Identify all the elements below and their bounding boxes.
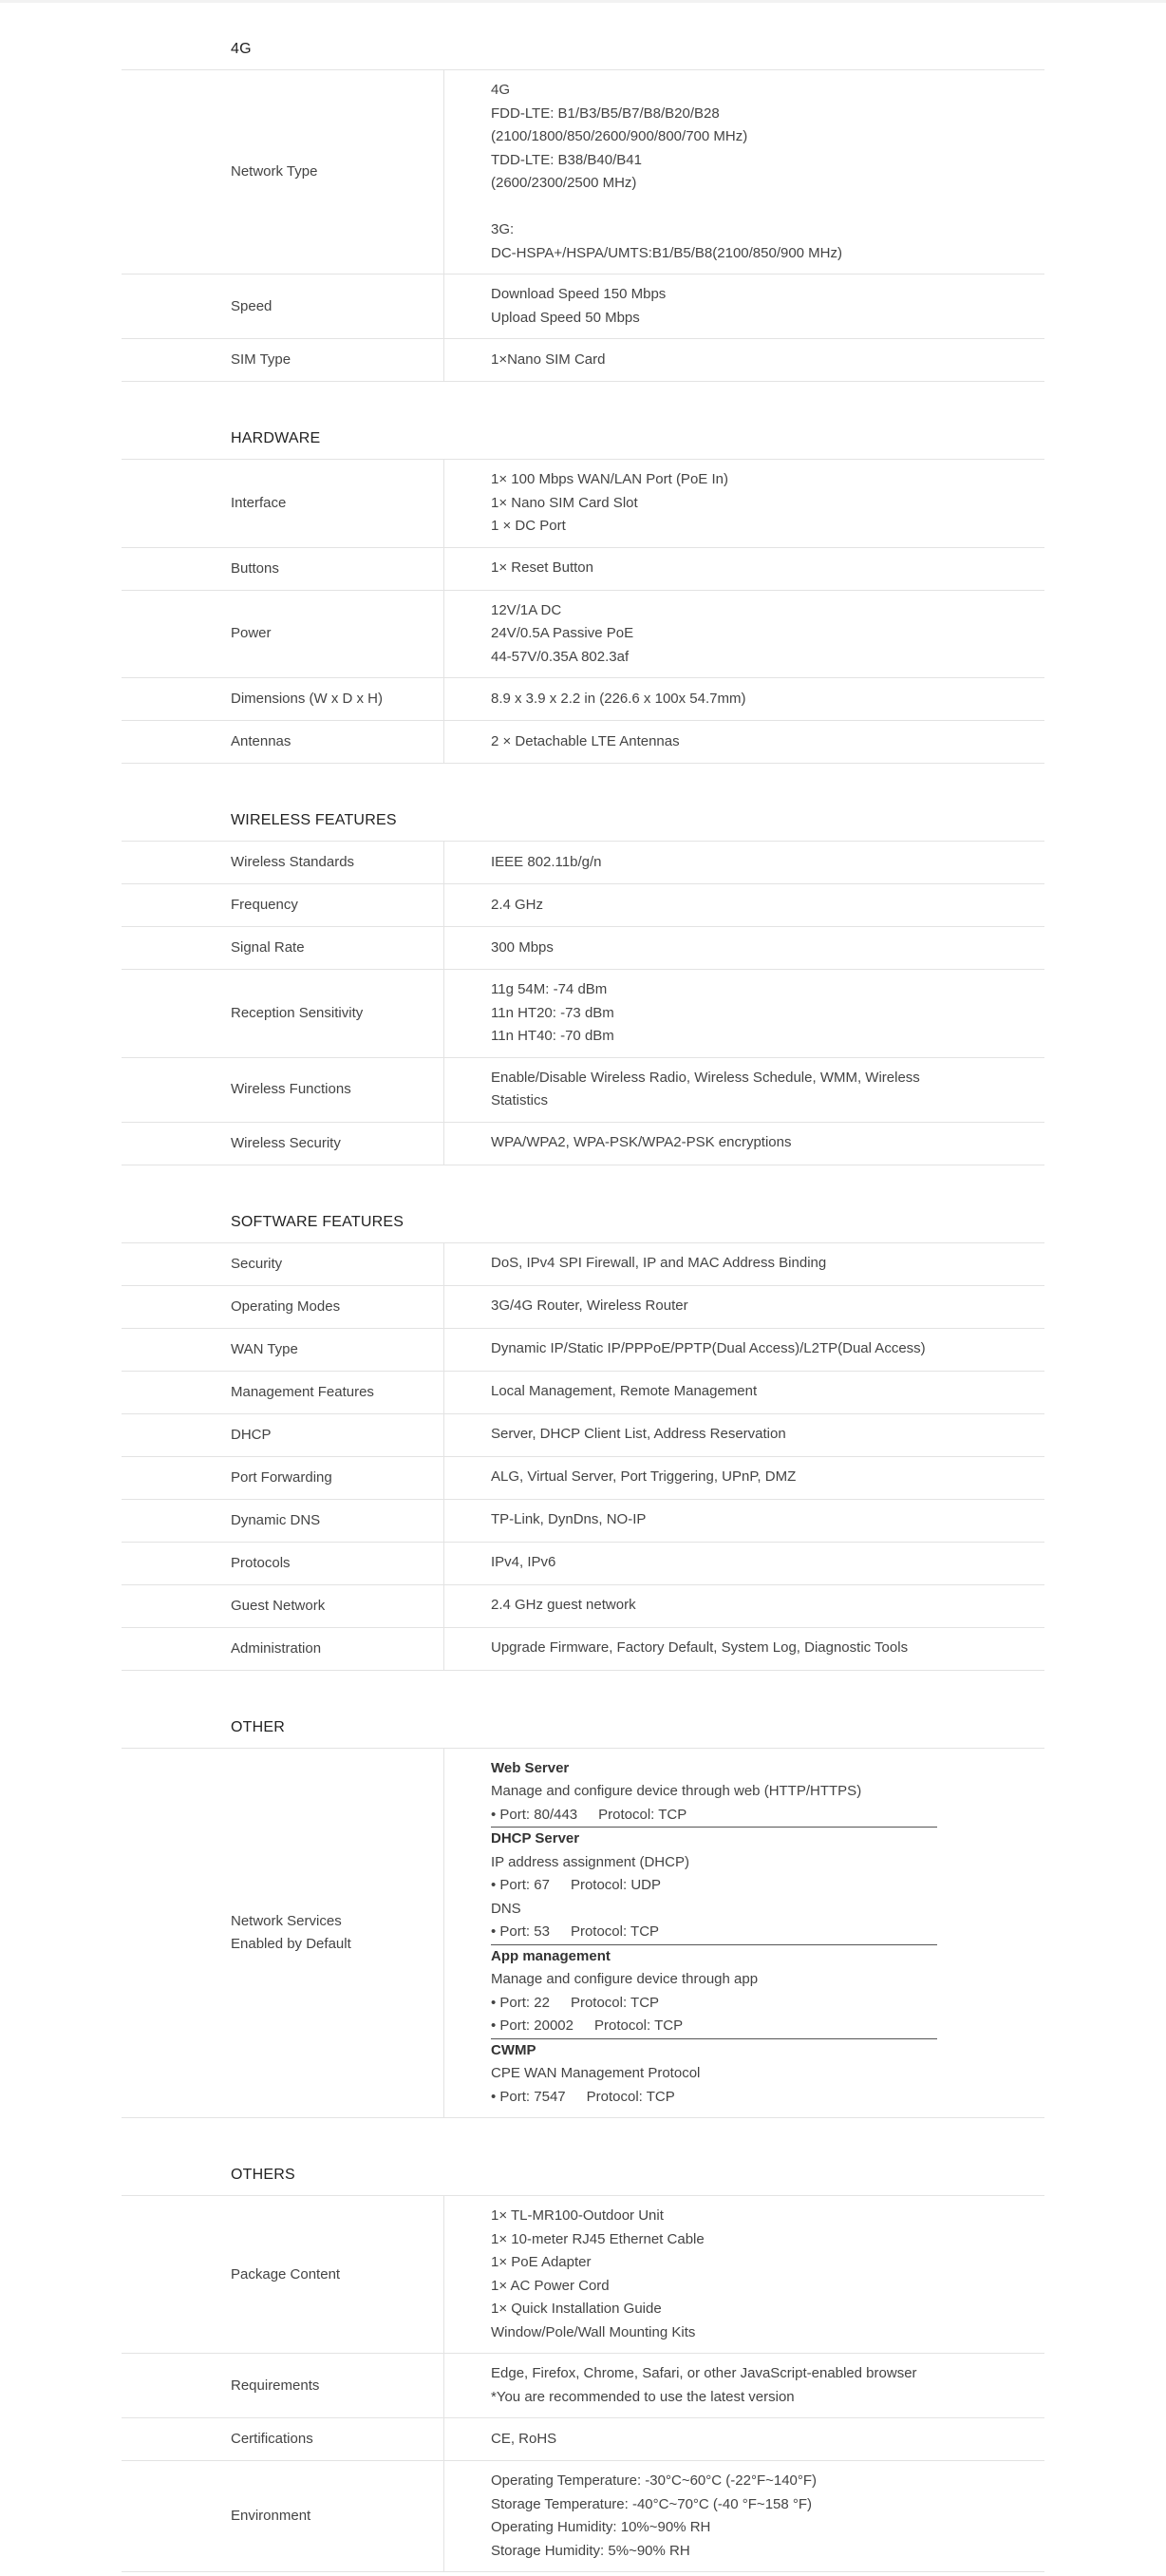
spec-row-dynamic-dns [122, 1500, 1044, 1543]
spec-value-line: 4G [491, 82, 511, 98]
spec-value-line: Edge, Firefox, Chrome, Safari, or other JavaScript-enabled browser [491, 2365, 917, 2381]
spec-value [444, 721, 1044, 763]
spec-row-package-content [122, 2196, 1044, 2354]
spec-row-speed [122, 275, 1044, 339]
service-port-line [491, 1874, 937, 1898]
port-protocol: Protocol: TCP [598, 1806, 687, 1823]
service-name: CWMP [491, 2041, 536, 2058]
spec-value [444, 1372, 1044, 1413]
port-protocol: Protocol: TCP [570, 1923, 660, 1940]
spec-label: Dimensions (W x D x H) [122, 678, 444, 720]
spec-value-line: Operating Humidity: 10%~90% RH [491, 2519, 711, 2535]
spec-value-line: DC-HSPA+/HSPA/UMTS:B1/B5/B8(2100/850/900 MHz) [491, 244, 843, 261]
port-number: • Port: 53 [491, 1923, 550, 1940]
spec-value-line: FDD-LTE: B1/B3/B5/B7/B8/B20/B28 [491, 104, 720, 122]
spec-value [444, 548, 1044, 590]
spec-value [444, 1749, 1044, 2118]
section-hardware [122, 426, 1044, 764]
spec-label: Operating Modes [122, 1286, 444, 1328]
section-title: 4G [122, 36, 1044, 70]
spec-label: Wireless Functions [122, 1058, 444, 1122]
spec-value-line: IPv4, IPv6 [491, 1554, 556, 1571]
spec-row-signal-rate [122, 927, 1044, 970]
spec-row-frequency [122, 884, 1044, 927]
spec-value-line: 1× 10-meter RJ45 Ethernet Cable [491, 2230, 705, 2247]
spec-value-line: 3G/4G Router, Wireless Router [491, 1297, 688, 1315]
spec-row-power [122, 591, 1044, 679]
section-others [122, 2162, 1044, 2572]
port-number: • Port: 22 [491, 1994, 550, 2011]
spec-value [444, 1058, 1044, 1122]
service-cwmp [491, 2039, 937, 2110]
spec-value-line: 1× Nano SIM Card Slot [491, 494, 638, 511]
spec-value-line: 2.4 GHz [491, 896, 544, 913]
spec-label: WAN Type [122, 1329, 444, 1371]
spec-value-line: 24V/0.5A Passive PoE [491, 625, 634, 641]
spec-value-line: 300 Mbps [491, 938, 554, 956]
spec-value [444, 927, 1044, 969]
spec-value [444, 2196, 1044, 2353]
spec-label: Guest Network [122, 1585, 444, 1627]
section-wireless-features [122, 807, 1044, 1165]
spec-row-network-services-enabled-by-default [122, 1749, 1044, 2119]
spec-value [444, 1414, 1044, 1456]
spec-label: Network Services Enabled by Default [122, 1749, 444, 2118]
port-protocol: Protocol: TCP [570, 1994, 660, 2011]
spec-value-line: Upgrade Firmware, Factory Default, System Log, Diagnostic Tools [491, 1639, 909, 1657]
spec-label: Dynamic DNS [122, 1500, 444, 1542]
spec-value-line: Server, DHCP Client List, Address Reservation [491, 1426, 786, 1443]
service-web-server [491, 1757, 937, 1828]
spec-row-dimensions-w-x-d-x-h [122, 678, 1044, 721]
spec-value [444, 2354, 1044, 2417]
spec-label: Power [122, 591, 444, 678]
spec-value-line: 11n HT40: -70 dBm [491, 1028, 614, 1044]
spec-value-line: 11n HT20: -73 dBm [491, 1004, 614, 1021]
service-description: CPE WAN Management Protocol [491, 2065, 701, 2081]
spec-label: Security [122, 1243, 444, 1285]
service-description: Manage and configure device through web (HTTP/HTTPS) [491, 1783, 862, 1799]
spec-value-line: Download Speed 150 Mbps [491, 286, 667, 302]
spec-value-line: Operating Temperature: -30°C~60°C (-22°F~140°F) [491, 2472, 818, 2489]
service-port-line [491, 1992, 937, 2016]
spec-value [444, 1457, 1044, 1499]
spec-row-administration [122, 1628, 1044, 1671]
port-number: • Port: 67 [491, 1877, 550, 1893]
spec-row-sim-type [122, 339, 1044, 382]
port-number: • Port: 80/443 [491, 1806, 578, 1823]
service-description: DNS [491, 1900, 521, 1917]
spec-label: Reception Sensitivity [122, 970, 444, 1057]
spec-value-line: 11g 54M: -74 dBm [491, 981, 608, 997]
spec-value-line: IEEE 802.11b/g/n [491, 853, 602, 870]
spec-label: Protocols [122, 1543, 444, 1584]
spec-value [444, 678, 1044, 720]
spec-row-wireless-security [122, 1123, 1044, 1165]
spec-row-reception-sensitivity [122, 970, 1044, 1058]
spec-value-line: 2 × Detachable LTE Antennas [491, 732, 680, 749]
spec-value-line: 1× Reset Button [491, 559, 593, 577]
spec-value-line: 8.9 x 3.9 x 2.2 in (226.6 x 100x 54.7mm) [491, 690, 746, 707]
spec-value [444, 1123, 1044, 1165]
spec-label: Frequency [122, 884, 444, 926]
port-number: • Port: 7547 [491, 2088, 566, 2105]
section-title: SOFTWARE FEATURES [122, 1209, 1044, 1243]
service-port-line [491, 2015, 937, 2038]
spec-label: DHCP [122, 1414, 444, 1456]
spec-value [444, 1500, 1044, 1542]
spec-value-line: Enable/Disable Wireless Radio, Wireless Schedule, WMM, Wireless Statistics [491, 1069, 920, 1108]
spec-value-line: WPA/WPA2, WPA-PSK/WPA2-PSK encryptions [491, 1134, 792, 1151]
section-title: WIRELESS FEATURES [122, 807, 1044, 842]
section-other [122, 1714, 1044, 2119]
spec-value-line: 1 × DC Port [491, 518, 566, 534]
spec-label: Administration [122, 1628, 444, 1670]
spec-label: Environment [122, 2461, 444, 2571]
spec-value [444, 2461, 1044, 2571]
section-software-features [122, 1209, 1044, 1671]
spec-label: Certifications [122, 2418, 444, 2460]
spec-value-line: 1×Nano SIM Card [491, 350, 606, 368]
spec-row-guest-network [122, 1585, 1044, 1628]
spec-value [444, 842, 1044, 883]
port-number: • Port: 20002 [491, 2017, 574, 2034]
spec-row-certifications [122, 2418, 1044, 2461]
spec-value [444, 460, 1044, 547]
spec-label: Wireless Security [122, 1123, 444, 1165]
spec-label: Antennas [122, 721, 444, 763]
spec-row-environment [122, 2461, 1044, 2572]
spec-value-line: (2600/2300/2500 MHz) [491, 175, 637, 191]
spec-row-requirements [122, 2354, 1044, 2418]
spec-label: Network Type [122, 70, 444, 274]
spec-label: Interface [122, 460, 444, 547]
spec-label: Speed [122, 275, 444, 338]
service-name: DHCP Server [491, 1830, 580, 1847]
spec-value [444, 70, 1044, 274]
service-app-management [491, 1945, 937, 2039]
section-title: HARDWARE [122, 426, 1044, 460]
spec-value-line: 1× PoE Adapter [491, 2254, 592, 2270]
spec-value [444, 275, 1044, 338]
spec-label: Requirements [122, 2354, 444, 2417]
spec-label: SIM Type [122, 339, 444, 381]
spec-row-wireless-functions [122, 1058, 1044, 1123]
service-description: IP address assignment (DHCP) [491, 1853, 689, 1870]
spec-value-line: 1× Quick Installation Guide [491, 2301, 662, 2317]
spec-row-wireless-standards [122, 842, 1044, 884]
port-protocol: Protocol: UDP [570, 1877, 661, 1893]
spec-value-line: 1× 100 Mbps WAN/LAN Port (PoE In) [491, 471, 728, 487]
spec-row-wan-type [122, 1329, 1044, 1372]
spec-value-line: Storage Temperature: -40°C~70°C (-40 °F~158 °F) [491, 2495, 813, 2512]
spec-label: Signal Rate [122, 927, 444, 969]
spec-value-line: 1× AC Power Cord [491, 2277, 610, 2294]
spec-value-line: TDD-LTE: B38/B40/B41 [491, 151, 642, 168]
spec-value [444, 1329, 1044, 1371]
spec-value [444, 970, 1044, 1057]
spec-value-line: ALG, Virtual Server, Port Triggering, UPnP, DMZ [491, 1468, 797, 1486]
spec-value-line [491, 196, 937, 219]
spec-label: Management Features [122, 1372, 444, 1413]
section-title: OTHER [122, 1714, 1044, 1749]
spec-row-management-features [122, 1372, 1044, 1414]
spec-label: Wireless Standards [122, 842, 444, 883]
top-divider [0, 0, 1166, 3]
spec-value [444, 2418, 1044, 2460]
port-protocol: Protocol: TCP [593, 2017, 684, 2034]
spec-row-dhcp [122, 1414, 1044, 1457]
section-title: OTHERS [122, 2162, 1044, 2196]
spec-row-interface [122, 460, 1044, 548]
service-name: Web Server [491, 1759, 570, 1776]
spec-value-line: 3G: [491, 221, 515, 237]
service-port-line [491, 2086, 937, 2110]
service-port-line [491, 1804, 937, 1828]
spec-value-line: Local Management, Remote Management [491, 1383, 758, 1400]
spec-value [444, 1543, 1044, 1584]
spec-value-line: CE, RoHS [491, 2430, 557, 2447]
spec-value-line: DoS, IPv4 SPI Firewall, IP and MAC Address Binding [491, 1255, 827, 1272]
spec-value-line: Dynamic IP/Static IP/PPPoE/PPTP(Dual Access)/L2TP(Dual Access) [491, 1340, 926, 1357]
port-protocol: Protocol: TCP [586, 2088, 675, 2105]
spec-label: Port Forwarding [122, 1457, 444, 1499]
spec-row-security [122, 1243, 1044, 1286]
spec-row-antennas [122, 721, 1044, 764]
spec-row-buttons [122, 548, 1044, 591]
spec-table [122, 36, 1044, 2572]
spec-value [444, 1628, 1044, 1670]
spec-row-network-type [122, 70, 1044, 275]
spec-value-line: 12V/1A DC [491, 601, 562, 618]
service-description: Manage and configure device through app [491, 1971, 759, 1987]
spec-value-line: 44-57V/0.35A 802.3af [491, 648, 630, 665]
spec-row-protocols [122, 1543, 1044, 1585]
spec-value [444, 884, 1044, 926]
service-name: App management [491, 1947, 611, 1964]
spec-value-line: Window/Pole/Wall Mounting Kits [491, 2323, 696, 2340]
spec-value [444, 1243, 1044, 1285]
spec-row-operating-modes [122, 1286, 1044, 1329]
spec-value [444, 1286, 1044, 1328]
spec-value [444, 591, 1044, 678]
service-dhcp-server [491, 1828, 937, 1945]
spec-value-line: *You are recommended to use the latest version [491, 2388, 795, 2405]
spec-value-line: (2100/1800/850/2600/900/800/700 MHz) [491, 128, 748, 144]
spec-value [444, 1585, 1044, 1627]
spec-row-port-forwarding [122, 1457, 1044, 1500]
spec-value-line: 1× TL-MR100-Outdoor Unit [491, 2207, 664, 2224]
spec-value-line: TP-Link, DynDns, NO-IP [491, 1511, 647, 1528]
spec-value [444, 339, 1044, 381]
spec-label: Buttons [122, 548, 444, 590]
spec-label: Package Content [122, 2196, 444, 2353]
spec-value-line: 2.4 GHz guest network [491, 1597, 636, 1614]
spec-value-line: Storage Humidity: 5%~90% RH [491, 2542, 690, 2559]
section-4g [122, 36, 1044, 382]
service-port-line [491, 1921, 937, 1944]
spec-value-line: Upload Speed 50 Mbps [491, 309, 640, 326]
